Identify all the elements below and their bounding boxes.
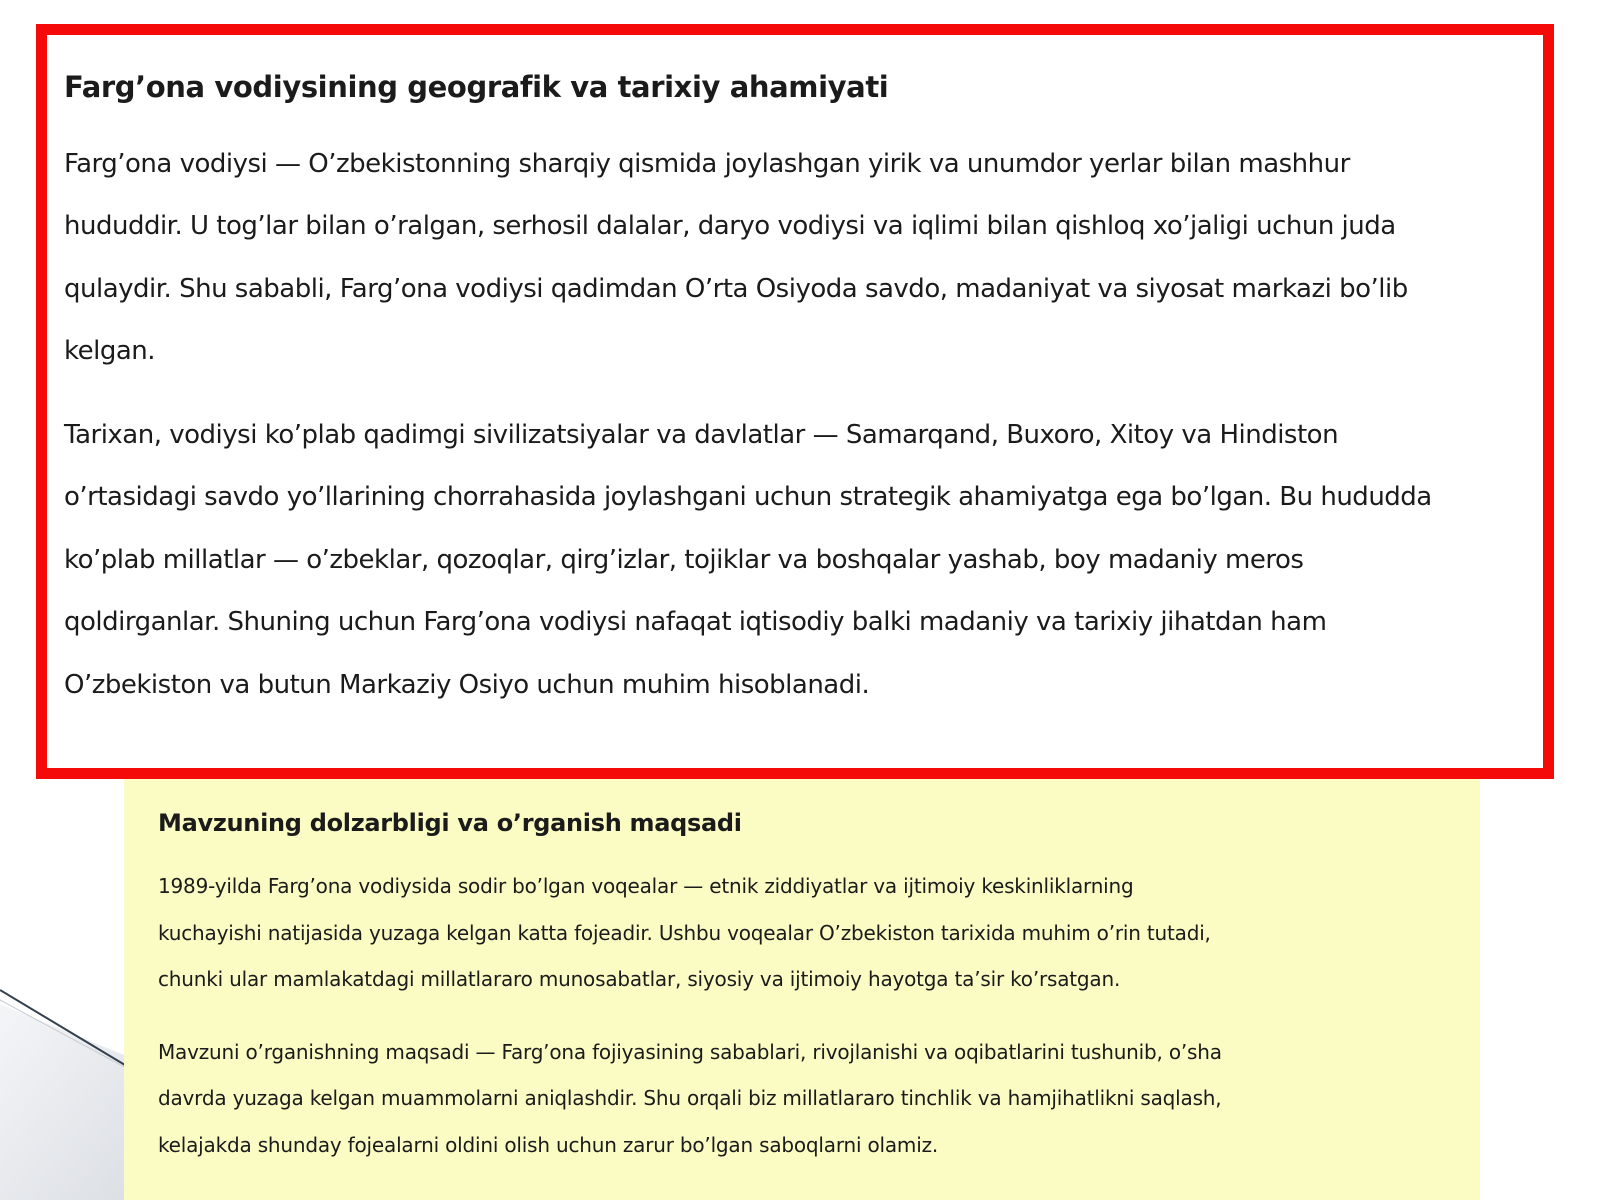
paragraph: 1989-yilda Farg’ona vodiysida sodir bo’lgan voqealar — etnik ziddiyatlar va ijtimoiy keskinliklarning kuchayishi natijasida yuzaga kelgan katta fojeadir. Ushbu voqealar O’zbekiston tarixida muhim o’rin tutadi, chunki ular mamlakatdagi millatlararo munosabatlar, siyosiy va ijtimoiy hayotga ta’sir ko’rsatgan. [158, 874, 1211, 992]
section-title: Farg’ona vodiysining geografik va tarixiy ahamiyati [64, 70, 889, 104]
paragraph: Mavzuni o’rganishning maqsadi — Farg’ona fojiyasining sabablari, rivojlanishi va oqibatlarini tushunib, o’sha davrda yuzaga kelgan muammolarni aniqlashdir. Shu orqali biz millatlararo tinchlik va hamjihatlikni saqlash, kelajakda shunday fojealarni oldini olish uchun zarur bo’lgan saboqlarni olamiz. [158, 1039, 1222, 1157]
paragraph: Tarixan, vodiysi ko’plab qadimgi sivilizatsiyalar va davlatlar — Samarqand, Buxoro, Xitoy va Hindiston o’rtasidagi savdo yo’llarining chorrahasida joylashgani uchun strategik ahamiyatga ega bo’lgan. Bu hududda ko’plab millatlar — o’zbeklar, qozoqlar, qirg’izlar, tojiklar va boshqalar yashab, boy madaniy meros qoldirganlar. Shuning uchun Farg’ona vodiysi nafaqat iqtisodiy balki madaniy va tarixiy jihatdan ham O’zbekiston va butun Markaziy Osiyo uchun muhim hisoblanadi. [64, 419, 1432, 700]
paragraph: Farg’ona vodiysi — O’zbekistonning sharqiy qismida joylashgan yirik va unumdor yerlar bilan mashhur hududdir. U tog’lar bilan o’ralgan, serhosil dalalar, daryo vodiysi va iqlimi bilan qishloq xo’jaligi uchun juda qulaydir. Shu sababli, Farg’ona vodiysi qadimdan O’rta Osiyoda savdo, madaniyat va siyosat markazi bo’lib kelgan. [64, 148, 1408, 367]
note-section [124, 778, 1480, 1200]
section-title: Mavzuning dolzarbligi va o’rganish maqsadi [158, 809, 742, 837]
highlighted-section [36, 24, 1554, 779]
